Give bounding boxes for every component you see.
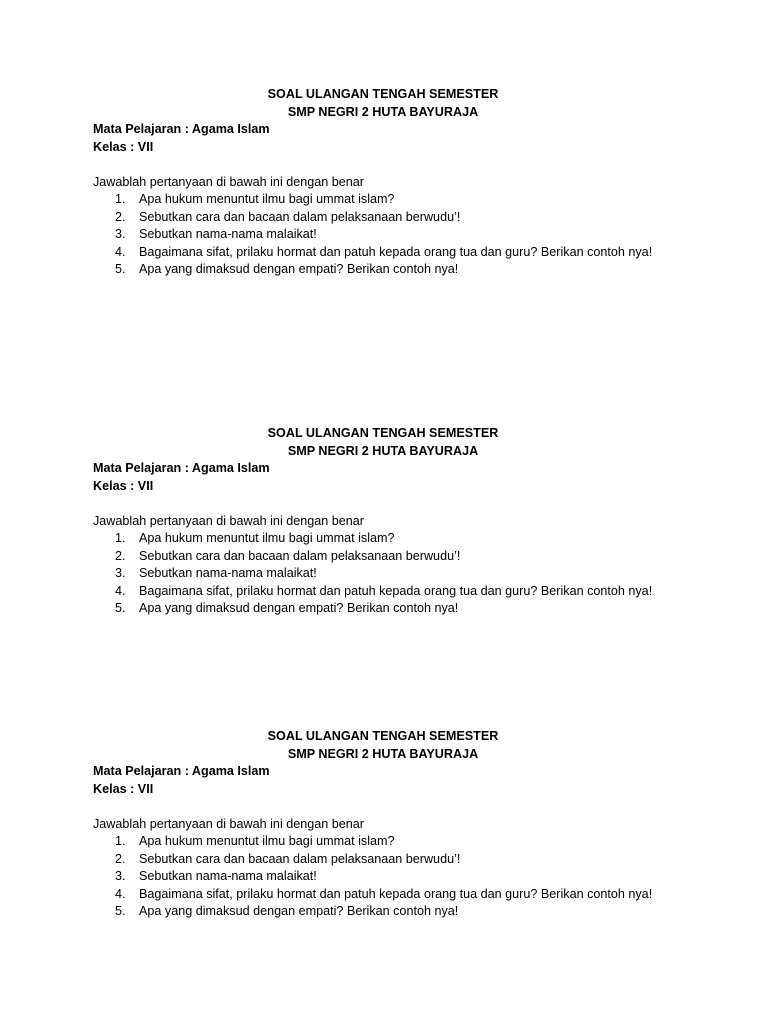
question-text: Apa hukum menuntut ilmu bagi ummat islam? bbox=[139, 192, 395, 206]
school-name: SMP NEGRI 2 HUTA BAYURAJA bbox=[287, 443, 479, 458]
question-text: Apa hukum menuntut ilmu bagi ummat islam? bbox=[139, 834, 395, 848]
question-item bbox=[93, 530, 693, 548]
question-item bbox=[93, 548, 693, 566]
spacer bbox=[93, 156, 693, 174]
class-label: Kelas : VII bbox=[93, 139, 154, 154]
subject-label: Mata Pelajaran : Agama Islam bbox=[93, 764, 270, 778]
question-item bbox=[93, 244, 693, 262]
question-item bbox=[93, 191, 693, 209]
question-number: 2. bbox=[115, 209, 126, 224]
question-text: Sebutkan cara dan bacaan dalam pelaksanaan berwudu’! bbox=[139, 851, 461, 866]
instruction-text: Jawablah pertanyaan di bawah ini dengan benar bbox=[93, 174, 364, 189]
class-label: Kelas : VII bbox=[93, 781, 154, 796]
question-number: 3. bbox=[115, 869, 126, 883]
question-text: Sebutkan cara dan bacaan dalam pelaksanaan berwudu’! bbox=[139, 548, 461, 563]
question-number: 1. bbox=[115, 531, 126, 545]
question-item bbox=[93, 565, 693, 583]
spacer bbox=[93, 495, 693, 513]
question-item bbox=[93, 583, 693, 601]
question-item bbox=[93, 833, 693, 851]
school-name: SMP NEGRI 2 HUTA BAYURAJA bbox=[287, 104, 479, 119]
instruction-text: Jawablah pertanyaan di bawah ini dengan benar bbox=[93, 513, 364, 528]
question-number: 2. bbox=[115, 851, 126, 866]
subject-label: Mata Pelajaran : Agama Islam bbox=[93, 461, 270, 475]
question-number: 2. bbox=[115, 548, 126, 563]
question-text: Apa hukum menuntut ilmu bagi ummat islam? bbox=[139, 531, 395, 545]
question-number: 3. bbox=[115, 227, 126, 241]
question-item bbox=[93, 209, 693, 227]
question-text: Sebutkan nama-nama malaikat! bbox=[139, 227, 317, 241]
question-text: Bagaimana sifat, prilaku hormat dan patuh kepada orang tua dan guru? Berikan contoh nya! bbox=[139, 886, 653, 901]
question-number: 4. bbox=[115, 244, 126, 259]
question-text: Sebutkan nama-nama malaikat! bbox=[139, 566, 317, 580]
question-item bbox=[93, 903, 693, 921]
subject-label: Mata Pelajaran : Agama Islam bbox=[93, 122, 270, 136]
question-item bbox=[93, 886, 693, 904]
question-number: 3. bbox=[115, 566, 126, 580]
question-list bbox=[93, 530, 693, 618]
class-label: Kelas : VII bbox=[93, 478, 154, 493]
question-item bbox=[93, 226, 693, 244]
question-item bbox=[93, 261, 693, 279]
question-number: 4. bbox=[115, 583, 126, 598]
question-text: Bagaimana sifat, prilaku hormat dan patuh kepada orang tua dan guru? Berikan contoh nya! bbox=[139, 244, 653, 259]
question-number: 1. bbox=[115, 834, 126, 848]
question-number: 1. bbox=[115, 192, 126, 206]
exam-sheet-3 bbox=[93, 728, 693, 921]
spacer bbox=[93, 798, 693, 816]
question-text: Apa yang dimaksud dengan empati? Berikan contoh nya! bbox=[139, 601, 459, 615]
question-number: 5. bbox=[115, 262, 126, 276]
question-text: Sebutkan cara dan bacaan dalam pelaksanaan berwudu’! bbox=[139, 209, 461, 224]
question-item bbox=[93, 600, 693, 618]
question-number: 4. bbox=[115, 886, 126, 901]
exam-sheet-1 bbox=[93, 86, 693, 279]
question-list bbox=[93, 191, 693, 279]
question-text: Bagaimana sifat, prilaku hormat dan patuh kepada orang tua dan guru? Berikan contoh nya! bbox=[139, 583, 653, 598]
question-item bbox=[93, 868, 693, 886]
exam-title: SOAL ULANGAN TENGAH SEMESTER bbox=[267, 729, 499, 743]
school-name: SMP NEGRI 2 HUTA BAYURAJA bbox=[287, 746, 479, 761]
question-text: Apa yang dimaksud dengan empati? Berikan contoh nya! bbox=[139, 262, 459, 276]
question-item bbox=[93, 851, 693, 869]
question-list bbox=[93, 833, 693, 921]
exam-title: SOAL ULANGAN TENGAH SEMESTER bbox=[267, 426, 499, 440]
question-number: 5. bbox=[115, 601, 126, 615]
exam-sheet-2 bbox=[93, 425, 693, 618]
question-text: Sebutkan nama-nama malaikat! bbox=[139, 869, 317, 883]
question-text: Apa yang dimaksud dengan empati? Berikan contoh nya! bbox=[139, 904, 459, 918]
instruction-text: Jawablah pertanyaan di bawah ini dengan benar bbox=[93, 816, 364, 831]
question-number: 5. bbox=[115, 904, 126, 918]
exam-title: SOAL ULANGAN TENGAH SEMESTER bbox=[267, 87, 499, 101]
